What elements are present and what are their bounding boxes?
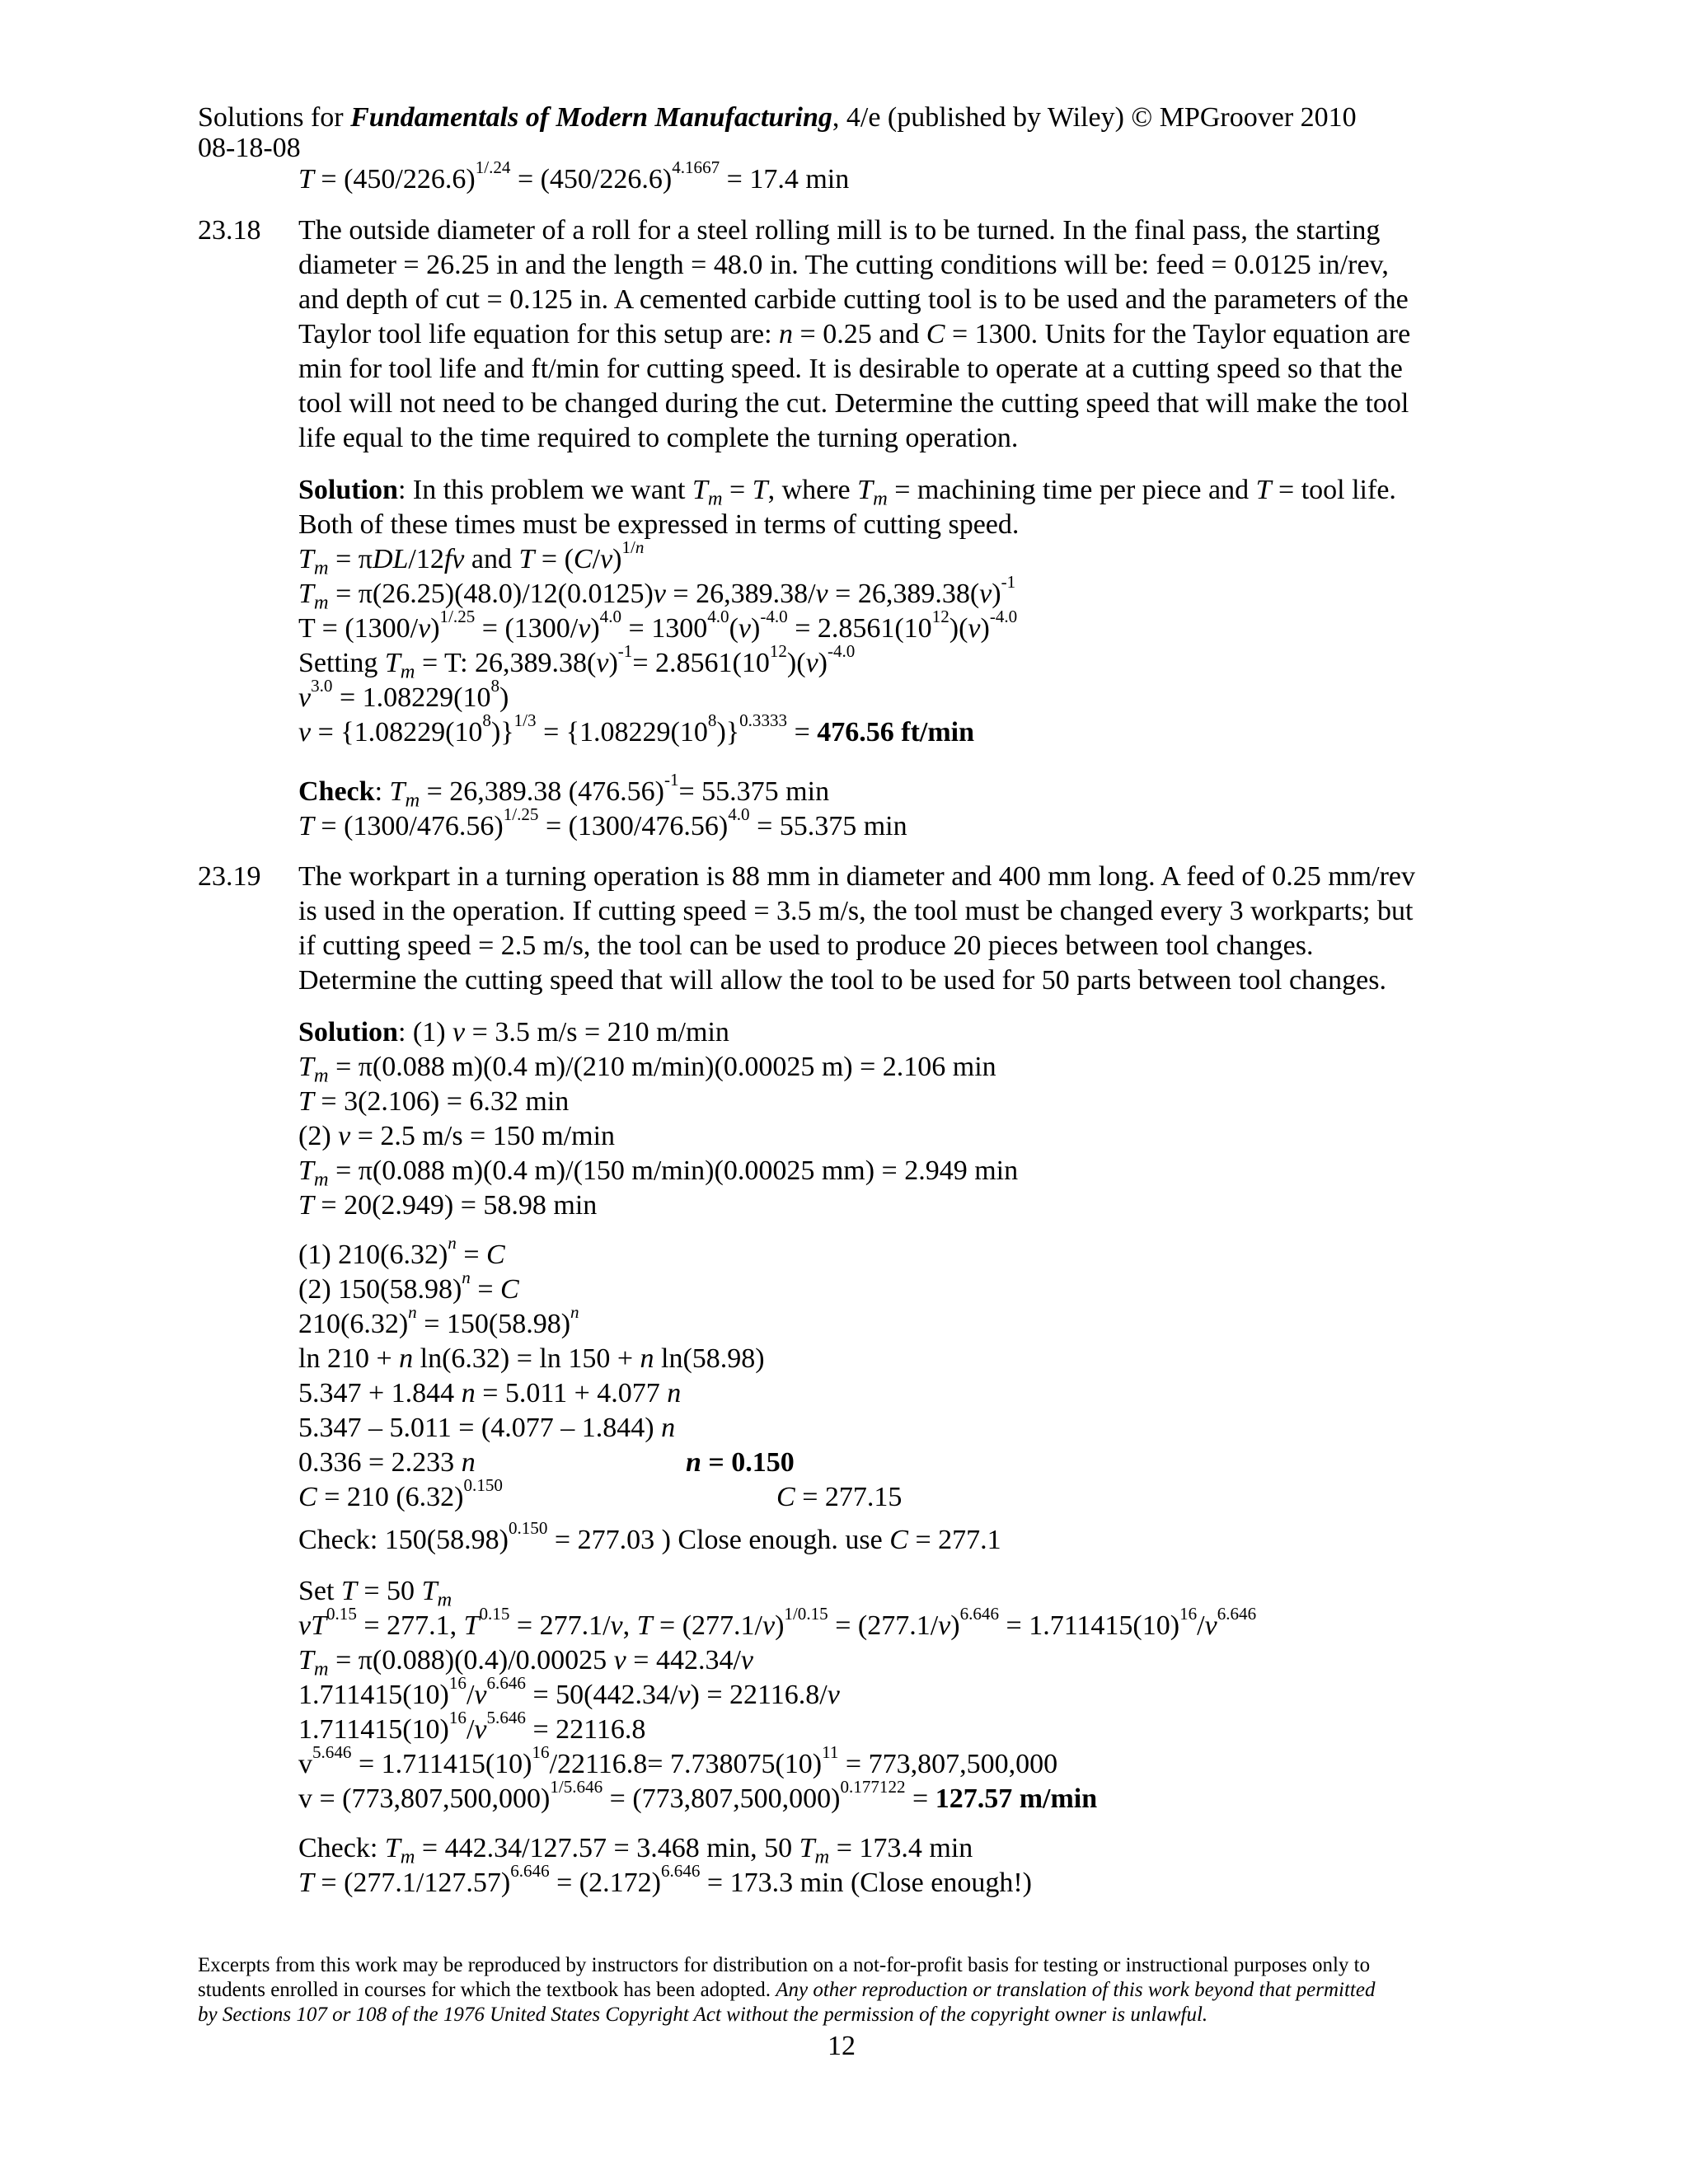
solution-line: $1.711415(10)^{16}/v^{5.646} = 22116.8$: [298, 1708, 646, 1745]
answer-23-18: 476.56 ft/min: [817, 717, 975, 748]
solution-line: Solution: In this problem we want $T_m = T$, where $T_m$ = machining time per piece and T = tool life.: [298, 475, 1396, 510]
header-suffix: , 4/e (published by Wiley) © MPGroover 2010: [832, 102, 1357, 133]
solution-line: 5.347 – 5.011 = (4.077 – 1.844) n: [298, 1413, 676, 1443]
solution-line: T = 3(2.106) = 6.32 min: [298, 1086, 570, 1117]
solution-line: 0.336 = 2.233 n n = 0.150: [298, 1446, 765, 1480]
n-result: n = 0.150: [686, 1447, 795, 1478]
solution-line: 5.347 + 1.844 n = 5.011 + 4.077 n: [298, 1378, 682, 1408]
solution-line: $v = (773,807,500,000)^{1/5.646} = (773,807,500,000)^{0.177122} = 127.57$ m/min: [298, 1777, 1098, 1814]
solution-line: ln 210 + n ln(6.32) = ln 150 + n ln(58.98): [298, 1343, 765, 1374]
statement-line: min for tool life and ft/min for cutting speed. It is desirable to operate at a cutting speed so that the: [298, 354, 1403, 384]
statement-line: is used in the operation. If cutting speed = 3.5 m/s, the tool must be changed every 3 workparts; but: [298, 896, 1414, 926]
solution-line: Solution: (1) v = 3.5 m/s = 210 m/min: [298, 1017, 729, 1047]
check-line: Check: $T_m = 26,389.38$ $(476.56)^{-1}= 55.375$ min: [298, 770, 830, 812]
statement-line: tool will not need to be changed during the cut. Determine the cutting speed that will make the tool: [298, 388, 1409, 419]
solution-line: $T_m = \pi(0.088$ m)(0.4 m)/(210 m/min)(0.00025 m) = 2.106 min: [298, 1052, 996, 1087]
final-answer: 127.57 m/min: [935, 1783, 1098, 1814]
check-line: Check: $T_m = 442.34/127.57 = 3.468$ min, 50 $T_m = 173.4$ min: [298, 1833, 973, 1868]
statement-line: diameter = 26.25 in and the length = 48.0 in. The cutting conditions will be: feed = 0.0125 in/rev,: [298, 250, 1389, 280]
header-prefix: Solutions for: [198, 102, 351, 133]
solution-line: $T_m = \pi(0.088$ m)(0.4 m)/(150 m/min)(0.00025 mm) = 2.949 min: [298, 1155, 1019, 1191]
statement-line: Determine the cutting speed that will allow the tool to be used for 50 parts between tool changes.: [298, 965, 1386, 996]
problem-23-19-statement: [298, 860, 1415, 998]
solution-line: C = 210 $(6.32)^{0.150}$ C = 277.15: [298, 1480, 765, 1515]
problem-23-18-solution: [298, 473, 1396, 750]
statement-line: Taylor tool life equation for this setup are: n = 0.25 and C = 1300. Units for the Taylor equation are: [298, 319, 1411, 349]
solution-line: $T_m = \pi(0.088)(0.4)/0.00025$ v = 442.34/v: [298, 1645, 753, 1680]
problem-number-23-18: 23.18: [198, 215, 261, 246]
solution-line: (2) $150(58.98)^n = C$: [298, 1268, 519, 1305]
book-title: Fundamentals of Modern Manufacturing: [350, 102, 832, 133]
statement-line: The workpart in a turning operation is 88 mm in diameter and 400 mm long. A feed of 0.25 mm/rev: [298, 861, 1416, 892]
problem-23-19-solution-2: [298, 1233, 903, 1515]
statement-line: if cutting speed = 2.5 m/s, the tool can be used to produce 20 pieces between tool changes.: [298, 930, 1314, 961]
solution-line: Set T = 50 $T_m$: [298, 1576, 452, 1611]
solution-line: (2) v = 2.5 m/s = 150 m/min: [298, 1121, 616, 1151]
solution-line: $v = \{1.08229(10^8)\}^{1/3} = \{1.08229(10^8)\}^{0.3333} = 476.56$ ft/min: [298, 710, 975, 748]
page-number: 12: [828, 2031, 856, 2061]
c-result: C = 277.15: [776, 1482, 903, 1512]
solution-label: Solution: [298, 475, 398, 505]
solution-line: $1.711415(10)^{16}/v^{6.646} = 50(442.34/v) = 22116.8/v$: [298, 1673, 840, 1710]
check-line: $T = (1300/476.56)^{1/.25} = (1300/476.56)^{4.0} = 55.375$ min: [298, 804, 907, 841]
solution-line: Both of these times must be expressed in terms of cutting speed.: [298, 509, 1020, 540]
solution-line: $210(6.32)^n = 150(58.98)^n$: [298, 1302, 579, 1339]
problem-23-19-check-c: Check: $150(58.98)^{0.150} = 277.03$ ) Close enough. use C = 277.1: [298, 1518, 1001, 1555]
solution-line: $vT^{0.15} = 277.1$, $T^{0.15} = 277.1/v$, $T = (277.1/v)^{1/0.15} = (277.1/v)^{6.646} = 1.711415(10)^{16}/v^{6.646}$: [298, 1604, 1257, 1641]
solution-line: $v^{5.646} = 1.711415(10)^{16}/22116.8= 7.738075(10)^{11} = 773,807,500,000$: [298, 1742, 1058, 1779]
solution-line: Setting $T_m = T$: $26,389.38(v)^{-1}= 2.8561(10^{12})(v)^{-4.0}$: [298, 641, 856, 683]
solution-line: $v^{3.0} = 1.08229(10^8)$: [298, 676, 509, 713]
header-date: 08-18-08: [198, 133, 301, 163]
statement-line: life equal to the time required to complete the turning operation.: [298, 423, 1019, 453]
problem-23-19-solution-3: [298, 1574, 1256, 1816]
problem-23-18-check: [298, 770, 907, 844]
solution-line: T = 20(2.949) = 58.98 min: [298, 1190, 598, 1221]
carryover-line: $T = (450/226.6)^{1/.24} = (450/226.6)^{4.1667} = 17.4$ min: [298, 157, 850, 194]
footer-line-1: Excerpts from this work may be reproduced by instructors for distribution on a not-for-profit basis for testing or instructional purposes only to: [198, 1954, 1371, 1976]
check-label: Check: [298, 776, 375, 807]
solution-label: Solution: [298, 1017, 398, 1047]
footer-line-3: by Sections 107 or 108 of the 1976 United States Copyright Act without the permission of the copyright owner is unlawful.: [198, 2004, 1208, 2026]
page-header: [198, 101, 1357, 135]
footer-line-2: students enrolled in courses for which the textbook has been adopted. Any other reproduction or translation of this work beyond that permitted: [198, 1979, 1376, 2001]
solution-line: $T_m = \pi(26.25)(48.0)/12(0.0125)v = 26,389.38/v = 26,389.38(v)^{-1}$: [298, 572, 1016, 614]
problem-number-23-19: 23.19: [198, 861, 261, 892]
statement-line: and depth of cut = 0.125 in. A cemented carbide cutting tool is to be used and the parameters of the: [298, 284, 1409, 315]
solution-line: (1) $210(6.32)^n = C$: [298, 1233, 505, 1270]
problem-23-19-solution-1: [298, 1015, 1018, 1223]
solution-line: $T_m = \pi DL/12fv$ and $T = (C/v)^{1/n}$: [298, 537, 645, 579]
solution-line: $T = (1300/v)^{1/.25} = (1300/v)^{4.0} = 1300^{4.0}(v)^{-4.0} = 2.8561(10^{12})(v)^{-4.0}$: [298, 607, 1018, 644]
check-line: $T = (277.1/127.57)^{6.646} = (2.172)^{6.646} = 173.3$ min (Close enough!): [298, 1861, 1032, 1898]
statement-line: The outside diameter of a roll for a steel rolling mill is to be turned. In the final pass, the starting: [298, 215, 1381, 246]
problem-23-18-statement: [298, 213, 1410, 456]
problem-23-19-final-check: [298, 1831, 1032, 1900]
